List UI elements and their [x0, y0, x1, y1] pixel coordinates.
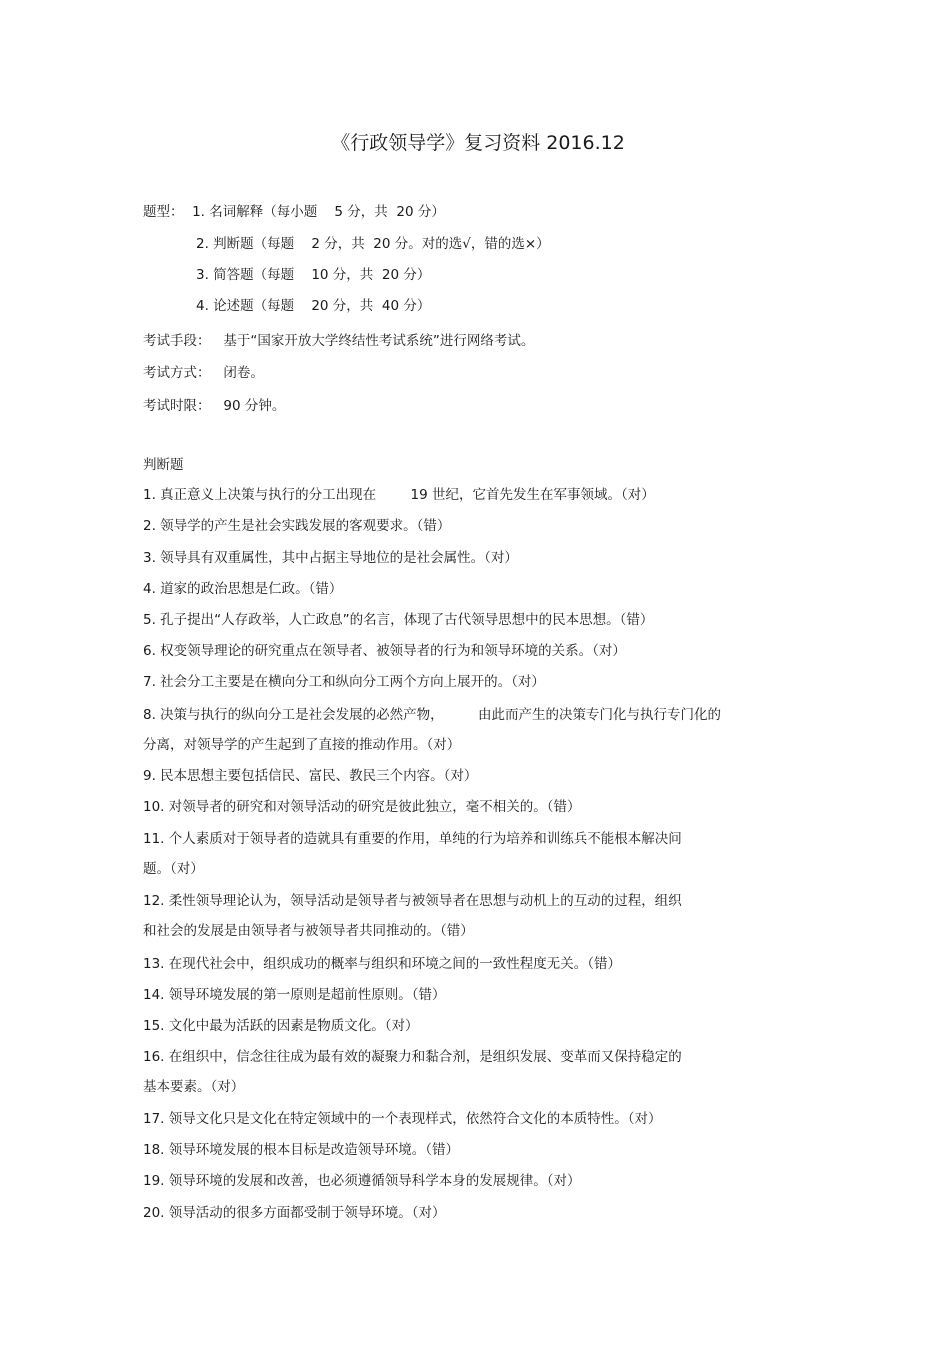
question-line: 1. 真正意义上决策与执行的分工出现在 19 世纪，它首先发生在军事领域。（对） — [143, 487, 655, 503]
section-title: 判断题 — [143, 457, 184, 473]
question-line: 16. 在组织中，信念往往成为最有效的凝聚力和黏合剂，是组织发展、变革而又保持稳定的 — [143, 1049, 682, 1065]
question-line: 3. 领导具有双重属性，其中占据主导地位的是社会属性。（对） — [143, 550, 518, 566]
question-line: 6. 权变领导理论的研究重点在领导者、被领导者的行为和领导环境的关系。（对） — [143, 643, 626, 659]
question-line: 2. 领导学的产生是社会实践发展的客观要求。（错） — [143, 518, 451, 534]
exam-duration: 考试时限： 90 分钟。 — [143, 398, 286, 414]
exam-method: 考试手段： 基于“国家开放大学终结性考试系统”进行网络考试。 — [143, 333, 535, 349]
question-line: 10. 对领导者的研究和对领导活动的研究是彼此独立，毫不相关的。（错） — [143, 799, 581, 815]
question-line: 5. 孔子提出“人存政举，人亡政息”的名言，体现了古代领导思想中的民本思想。（错） — [143, 612, 654, 628]
question-line: 19. 领导环境的发展和改善，也必须遵循领导科学本身的发展规律。（对） — [143, 1173, 581, 1189]
question-line: 8. 决策与执行的纵向分工是社会发展的必然产物， 由此而产生的决策专门化与执行专门化的 — [143, 707, 722, 723]
question-line: 题。（对） — [143, 861, 204, 877]
question-line: 基本要素。（对） — [143, 1079, 245, 1095]
question-line: 分离，对领导学的产生起到了直接的推动作用。（对） — [143, 737, 461, 753]
question-line: 18. 领导环境发展的根本目标是改造领导环境。（错） — [143, 1142, 460, 1158]
question-line: 14. 领导环境发展的第一原则是超前性原则。（错） — [143, 987, 446, 1003]
question-types-line-3: 3. 简答题（每题 10 分，共 20 分） — [196, 267, 431, 283]
question-line: 15. 文化中最为活跃的因素是物质文化。（对） — [143, 1018, 419, 1034]
question-line: 11. 个人素质对于领导者的造就具有重要的作用，单纯的行为培养和训练兵不能根本解决问 — [143, 831, 682, 847]
question-types-line-2: 2. 判断题（每题 2 分，共 20 分。对的选√，错的选×） — [196, 236, 550, 252]
question-line: 12. 柔性领导理论认为，领导活动是领导者与被领导者在思想与动机上的互动的过程，组织 — [143, 893, 682, 909]
question-types-line-4: 4. 论述题（每题 20 分，共 40 分） — [196, 298, 431, 314]
question-line: 9. 民本思想主要包括信民、富民、教民三个内容。（对） — [143, 768, 478, 784]
exam-format: 考试方式： 闭卷。 — [143, 365, 264, 381]
question-line: 20. 领导活动的很多方面都受制于领导环境。（对） — [143, 1205, 446, 1221]
question-line: 4. 道家的政治思想是仁政。（错） — [143, 581, 343, 597]
question-line: 7. 社会分工主要是在横向分工和纵向分工两个方向上展开的。（对） — [143, 674, 545, 690]
question-line: 和社会的发展是由领导者与被领导者共同推动的。（错） — [143, 923, 474, 939]
question-line: 13. 在现代社会中，组织成功的概率与组织和环境之间的一致性程度无关。（错） — [143, 956, 622, 972]
document-title: 《行政领导学》复习资料 2016.12 — [331, 132, 625, 154]
question-types-line-1: 题型： 1. 名词解释（每小题 5 分，共 20 分） — [143, 204, 445, 220]
question-line: 17. 领导文化只是文化在特定领域中的一个表现样式，依然符合文化的本质特性。（对） — [143, 1111, 662, 1127]
